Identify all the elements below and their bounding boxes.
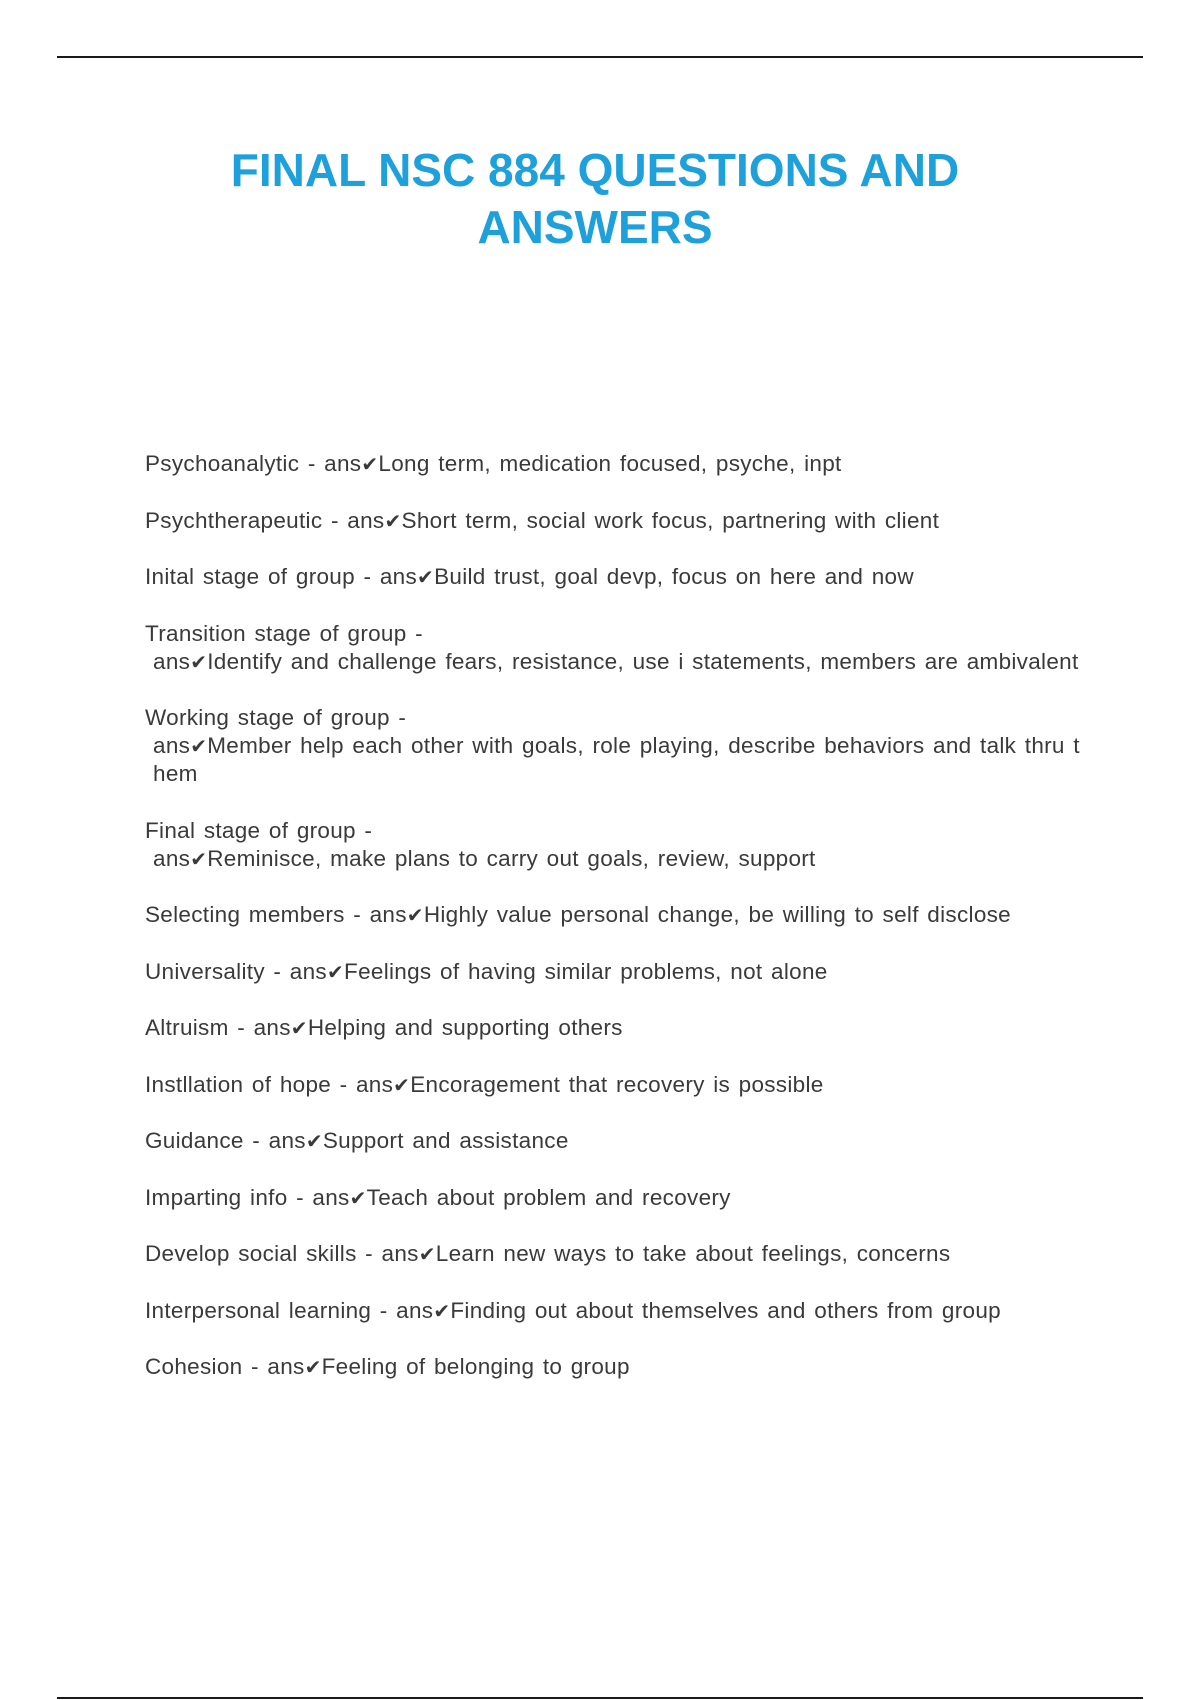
qa-term: Interpersonal learning - <box>145 1297 397 1323</box>
qa-answer: Feeling of belonging to group <box>321 1354 630 1379</box>
top-rule <box>57 56 1143 58</box>
qa-item <box>145 704 1090 788</box>
answer-prefix: ans <box>153 733 191 758</box>
qa-answer-line <box>356 1072 824 1097</box>
answer-prefix: ans <box>355 1071 394 1097</box>
qa-item <box>145 450 1090 478</box>
qa-answer-line <box>396 1298 1001 1323</box>
qa-answer-line <box>380 564 914 589</box>
qa-answer: Member help each other with goals, role playing, describe behaviors and talk thru them <box>153 733 1080 786</box>
qa-answer-line <box>254 1015 623 1040</box>
qa-item <box>145 507 1090 535</box>
checkmark-icon: ✔ <box>290 1016 308 1040</box>
qa-answer-line <box>269 1128 569 1153</box>
qa-answer-line <box>267 1354 629 1379</box>
answer-prefix: ans <box>153 648 191 674</box>
answer-prefix: ans <box>289 958 327 984</box>
qa-answer: Support and assistance <box>322 1128 569 1153</box>
qa-answer: Long term, medication focused, psyche, inpt <box>378 451 842 476</box>
qa-answer: Feelings of having similar problems, not alone <box>344 958 828 984</box>
checkmark-icon: ✔ <box>190 734 208 758</box>
answer-prefix: ans <box>381 1241 419 1266</box>
qa-answer: Highly value personal change, be willing to self disclose <box>423 902 1011 927</box>
qa-item <box>145 620 1090 676</box>
checkmark-icon: ✔ <box>349 1185 367 1210</box>
qa-item <box>145 817 1090 873</box>
qa-term: Working stage of group - <box>145 705 407 730</box>
checkmark-icon: ✔ <box>384 508 402 533</box>
qa-term: Inital stage of group - <box>145 564 380 589</box>
answer-prefix: ans <box>253 1015 291 1040</box>
qa-answer-line <box>324 451 841 476</box>
qa-term: Psychtherapeutic - <box>145 507 348 533</box>
answer-prefix: ans <box>396 1297 434 1323</box>
qa-answer: Teach about problem and recovery <box>366 1184 731 1210</box>
answer-prefix: ans <box>379 564 418 589</box>
qa-term: Guidance - <box>145 1128 269 1153</box>
qa-answer: Identify and challenge fears, resistance, use i statements, members are ambivalent <box>207 648 1079 674</box>
qa-item <box>145 958 1090 986</box>
qa-term: Final stage of group - <box>145 817 373 843</box>
qa-answer: Helping and supporting others <box>307 1015 623 1040</box>
checkmark-icon: ✔ <box>190 649 208 674</box>
qa-answer-line <box>382 1241 951 1266</box>
qa-answer-line <box>290 959 828 984</box>
answer-prefix: ans <box>347 507 385 533</box>
qa-answer: Reminisce, make plans to carry out goals, review, support <box>207 845 816 871</box>
qa-item <box>145 901 1090 929</box>
qa-term: Psychoanalytic - <box>145 451 325 476</box>
checkmark-icon: ✔ <box>304 1355 322 1379</box>
qa-term: Altruism - <box>145 1015 254 1040</box>
qa-list <box>145 450 1090 1410</box>
checkmark-icon: ✔ <box>418 1242 436 1266</box>
qa-item <box>145 1353 1090 1381</box>
qa-answer-line <box>347 508 939 533</box>
qa-item <box>145 1014 1090 1042</box>
qa-answer: Learn new ways to take about feelings, concerns <box>435 1241 951 1266</box>
document-title: FINAL NSC 884 QUESTIONS AND ANSWERS <box>230 144 960 253</box>
answer-prefix: ans <box>267 1354 305 1379</box>
checkmark-icon: ✔ <box>190 846 208 871</box>
answer-prefix: ans <box>324 451 362 476</box>
qa-answer-line <box>145 648 1090 676</box>
checkmark-icon: ✔ <box>305 1129 323 1153</box>
answer-prefix: ans <box>268 1128 306 1153</box>
qa-item <box>145 1297 1090 1325</box>
qa-answer-line <box>145 845 1090 873</box>
qa-answer: Finding out about themselves and others from group <box>450 1297 1001 1323</box>
checkmark-icon: ✔ <box>393 1072 411 1097</box>
qa-term: Imparting info - <box>145 1184 313 1210</box>
checkmark-icon: ✔ <box>361 452 379 476</box>
answer-prefix: ans <box>153 845 191 871</box>
qa-answer: Build trust, goal devp, focus on here and now <box>434 564 914 589</box>
bottom-rule <box>57 1697 1143 1699</box>
qa-item <box>145 563 1090 591</box>
checkmark-icon: ✔ <box>326 959 345 984</box>
qa-answer-line <box>312 1185 730 1210</box>
qa-item <box>145 1184 1090 1212</box>
qa-term: Transition stage of group - <box>145 620 423 646</box>
qa-answer-line <box>145 732 1090 788</box>
qa-answer-line <box>370 902 1011 927</box>
qa-term: Universality - <box>145 958 290 984</box>
qa-term: Cohesion - <box>145 1354 268 1379</box>
answer-prefix: ans <box>369 902 407 927</box>
qa-answer: Encoragement that recovery is possible <box>410 1071 824 1097</box>
qa-item <box>145 1127 1090 1155</box>
checkmark-icon: ✔ <box>433 1298 451 1323</box>
qa-term: Develop social skills - <box>145 1241 382 1266</box>
checkmark-icon: ✔ <box>417 565 435 589</box>
answer-prefix: ans <box>312 1184 350 1210</box>
checkmark-icon: ✔ <box>406 903 424 927</box>
qa-item <box>145 1071 1090 1099</box>
qa-term: Selecting members - <box>145 902 370 927</box>
qa-term: Instllation of hope - <box>145 1071 356 1097</box>
qa-answer: Short term, social work focus, partnering with client <box>401 507 940 533</box>
qa-item <box>145 1240 1090 1268</box>
